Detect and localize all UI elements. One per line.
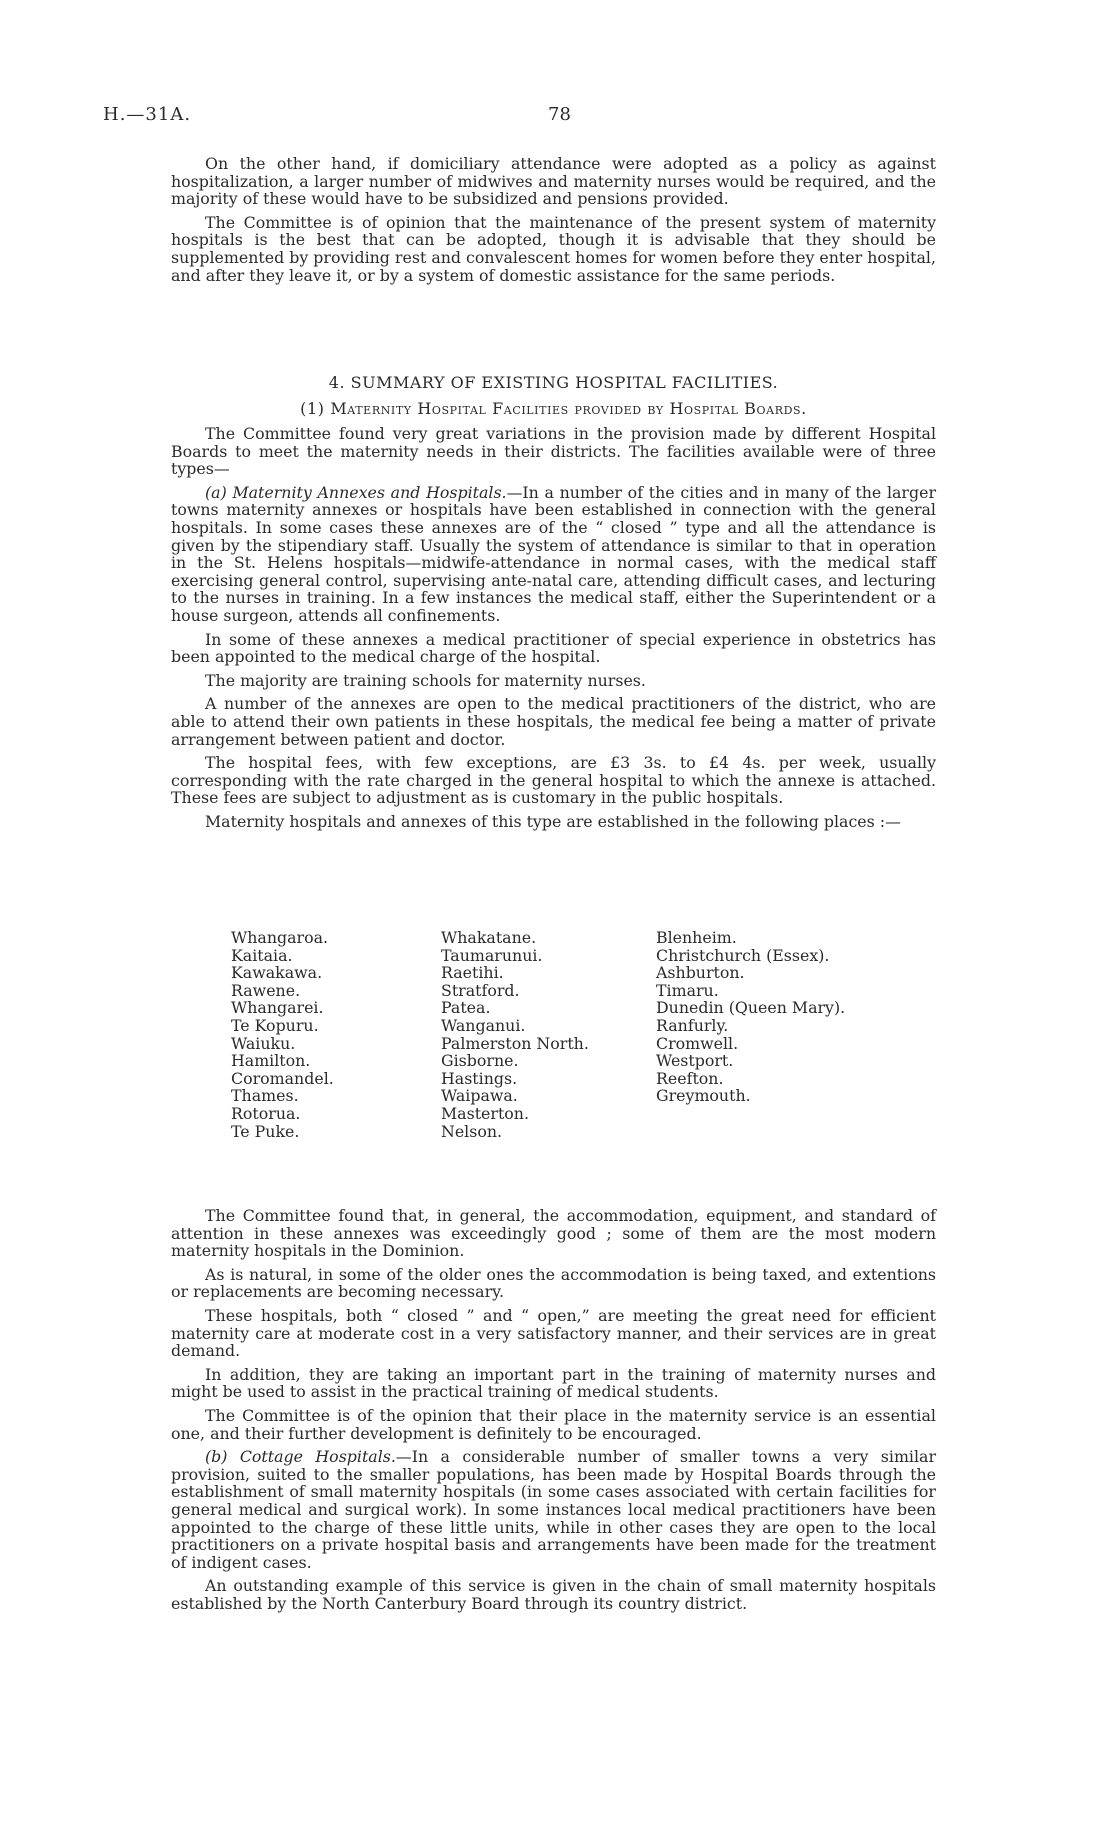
place-item: Stratford. bbox=[441, 980, 520, 1000]
place-item: Taumarunui. bbox=[441, 945, 543, 965]
paragraph: The hospital fees, with few exceptions, are £3 3s. to £4 4s. per week, usually corresponding with the rate charged in the general hospital to which the annexe is attached. These fees are subject to adjustment as is customary in the public hospitals. bbox=[171, 753, 936, 808]
place-item: Waipawa. bbox=[441, 1086, 518, 1106]
paragraph: In addition, they are taking an important part in the training of maternity nurses and might be used to assist in the practical training of medical students. bbox=[171, 1364, 936, 1402]
place-item: Westport. bbox=[656, 1051, 734, 1071]
place-item: Masterton. bbox=[441, 1103, 530, 1123]
paragraph: An outstanding example of this service is given in the chain of small maternity hospitals established by the North Canterbury Board through its country district. bbox=[171, 1576, 936, 1613]
maternity-facilities-text bbox=[171, 425, 936, 830]
place-item: Wanganui. bbox=[441, 1015, 526, 1035]
paragraph: These hospitals, both “ closed ” and “ open,” are meeting the great need for efficient maternity care at moderate cost in a very satisfactory manner, and their services are in great demand. bbox=[171, 1305, 936, 1361]
paragraph bbox=[171, 1448, 936, 1571]
place-item: Whakatane. bbox=[441, 928, 537, 947]
paragraph: The Committee is of the opinion that their place in the maternity service is an essential one, and their further development is definitely to be encouraged. bbox=[171, 1405, 936, 1443]
place-item: Blenheim. bbox=[656, 928, 737, 947]
page-number: 78 bbox=[548, 104, 571, 125]
paragraph: In some of these annexes a medical practitioner of special experience in obstetrics has been appointed to the medical charge of the hospital. bbox=[171, 629, 936, 667]
place-item: Kawakawa. bbox=[231, 963, 323, 983]
place-item: Te Puke. bbox=[231, 1121, 300, 1141]
paragraph-label: (a) Maternity Annexes and Hospitals. bbox=[205, 482, 507, 502]
paragraph-body: —In a number of the cities and in many of the larger towns maternity annexes or hospitals have been established in connection with the general hospitals. In some cases these annexes are of the “ closed ” type and all the attendance is given by the stipendiary staff. Usually the system of attendance is similar to that in operation in the St. Helens hospitals—midwife-attendance in normal cases, with the medical staff exercising general control, supervising ante-natal care, attending difficult cases, and lecturing to the nurses in training. In a few instances the medical staff, either the Superintendent or a house surgeon, attends all confinements. bbox=[171, 482, 936, 625]
place-item: Nelson. bbox=[441, 1121, 503, 1141]
places-column-2 bbox=[441, 929, 656, 1140]
paragraph-body: —In a considerable number of smaller towns a very similar provision, suited to the smaller populations, has been made by Hospital Boards through the establishment of small maternity hospitals (in some cases associated with certain facilities for general medical and surgical work). In some instances local medical practitioners have been appointed to the charge of these little units, while in other cases they are open to the local practitioners on a private hospital basis and arrangements have been made for the treatment of indigent cases. bbox=[171, 1447, 936, 1572]
paragraph: The Committee is of opinion that the maintenance of the present system of maternity hospitals is the best that can be adopted, though it is advisable that they should be supplemented by providing rest and convalescent homes for women before they enter hospital, and after they leave it, or by a system of domestic assistance for the same periods. bbox=[171, 212, 936, 285]
paragraph-label: (b) Cottage Hospitals. bbox=[205, 1447, 396, 1467]
paragraph: The majority are training schools for maternity nurses. bbox=[205, 670, 646, 690]
place-item: Hastings. bbox=[441, 1068, 518, 1088]
place-item: Christchurch (Essex). bbox=[656, 945, 830, 965]
place-item: Rawene. bbox=[231, 980, 301, 1000]
place-item: Palmerston North. bbox=[441, 1033, 589, 1053]
place-item: Gisborne. bbox=[441, 1051, 519, 1071]
place-item: Rotorua. bbox=[231, 1103, 301, 1123]
paragraph bbox=[171, 484, 936, 625]
place-item: Whangaroa. bbox=[231, 928, 329, 947]
places-column-3 bbox=[656, 929, 926, 1140]
place-item: Dunedin (Queen Mary). bbox=[656, 998, 846, 1018]
document-reference: H.—31A. bbox=[103, 104, 192, 125]
place-item: Waiuku. bbox=[231, 1033, 296, 1053]
paragraph: As is natural, in some of the older ones the accommodation is being taxed, and extentions or replacements are becoming necessary. bbox=[171, 1264, 936, 1302]
places-list bbox=[231, 929, 931, 1140]
paragraph: The Committee found very great variations in the provision made by different Hospital Boards to meet the maternity needs in their districts. The facilities available were of three types— bbox=[171, 424, 936, 479]
place-item: Whangarei. bbox=[231, 998, 324, 1018]
place-item: Raetihi. bbox=[441, 963, 504, 983]
places-column-1 bbox=[231, 929, 441, 1140]
place-item: Timaru. bbox=[656, 980, 719, 1000]
place-item: Ranfurly. bbox=[656, 1015, 729, 1035]
paragraph: A number of the annexes are open to the medical practitioners of the district, who are able to attend their own patients in these hospitals, the medical fee being a matter of private arrangement between patient and doctor. bbox=[171, 694, 936, 749]
paragraph: Maternity hospitals and annexes of this type are established in the following places :— bbox=[205, 811, 901, 831]
subsection-heading: (1) Maternity Hospital Facilities provided by Hospital Boards. bbox=[300, 399, 807, 418]
place-item: Cromwell. bbox=[656, 1033, 739, 1053]
paragraph: On the other hand, if domiciliary attendance were adopted as a policy as against hospitalization, a larger number of midwives and maternity nurses would be required, and the majority of these would have to be subsidized and pensions provided. bbox=[171, 154, 936, 209]
section-heading: 4. SUMMARY OF EXISTING HOSPITAL FACILITIES. bbox=[328, 373, 779, 392]
place-item: Ashburton. bbox=[656, 963, 745, 983]
place-item: Thames. bbox=[231, 1086, 299, 1106]
place-item: Hamilton. bbox=[231, 1051, 311, 1071]
assessment-text bbox=[171, 1207, 936, 1612]
place-item: Te Kopuru. bbox=[231, 1015, 319, 1035]
place-item: Patea. bbox=[441, 998, 491, 1018]
place-item: Reefton. bbox=[656, 1068, 724, 1088]
place-item: Kaitaia. bbox=[231, 945, 293, 965]
intro-text bbox=[171, 155, 936, 284]
paragraph: The Committee found that, in general, the accommodation, equipment, and standard of attention in these annexes was exceedingly good ; some of them are the most modern maternity hospitals in the Dominion. bbox=[171, 1206, 936, 1261]
place-item: Greymouth. bbox=[656, 1086, 751, 1106]
place-item: Coromandel. bbox=[231, 1068, 334, 1088]
